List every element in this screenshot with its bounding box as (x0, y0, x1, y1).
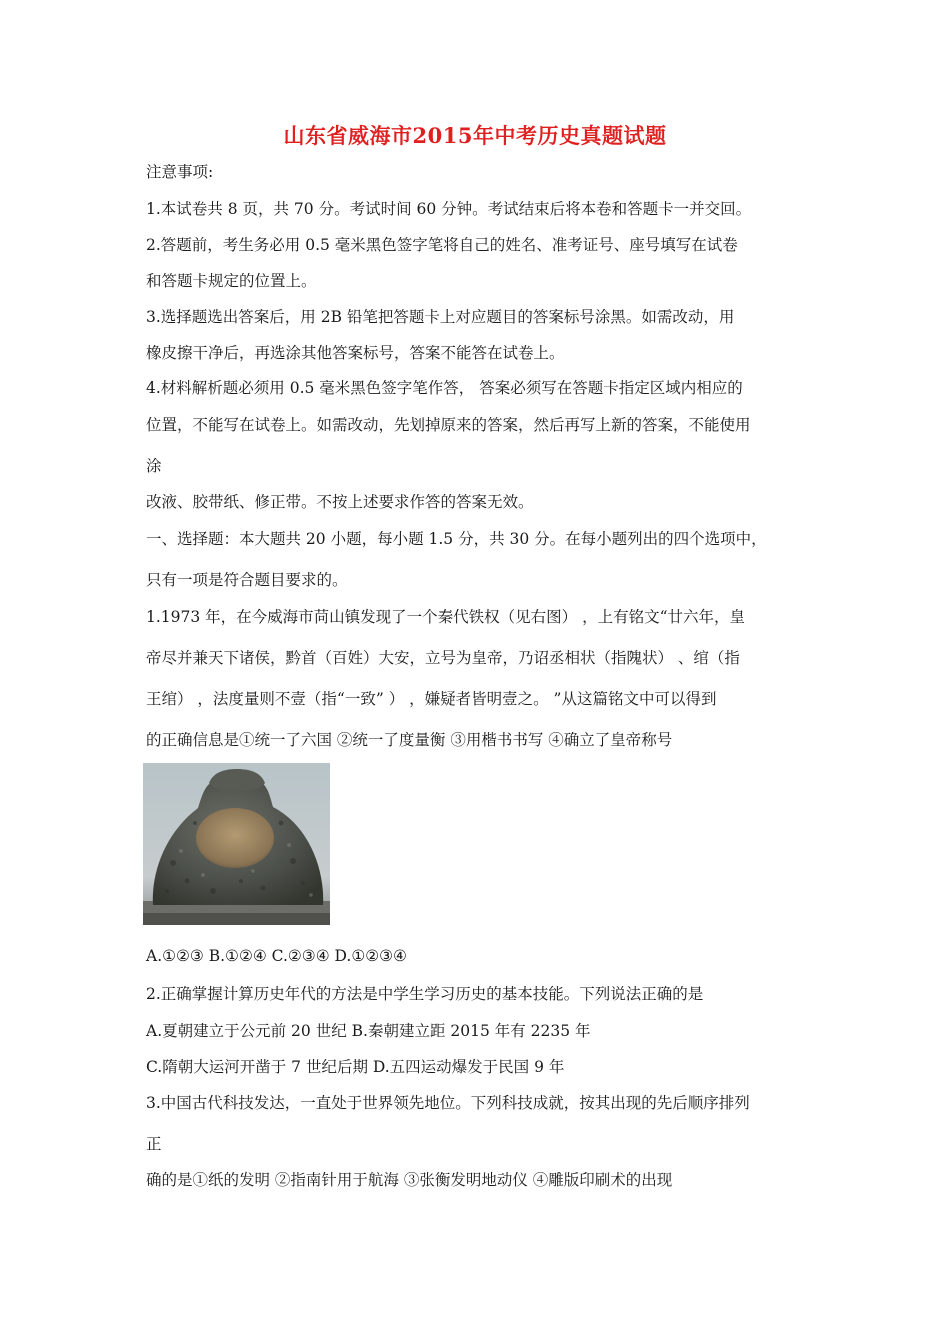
question-3-line-2: 正 (146, 1135, 162, 1153)
question-1-options: A.①②③ B.①②④ C.②③④ D.①②③④ (146, 947, 407, 965)
page-title: 山东省威海市2015年中考历史真题试题 (283, 123, 667, 148)
question-1-line-1: 1.1973 年，在今威海市苘山镇发现了一个秦代铁权（见右图） ，上有铭文“廿六年，皇 (146, 608, 746, 626)
question-3-line-3: 确的是①纸的发明 ②指南针用于航海 ③张衡发明地动仪 ④雕版印刷术的出现 (146, 1171, 673, 1189)
question-1-line-2: 帝尽并兼天下诸侯，黔首（百姓）大安，立号为皇帝，乃诏丞相状（指隗状） 、绾（指 (146, 649, 740, 667)
notes-line-3a: 3.选择题选出答案后，用 2B 铅笔把答题卡上对应题目的答案标号涂黑。如需改动，用 (146, 308, 735, 326)
notes-line-2a: 2.答题前，考生务必用 0.5 毫米黑色签字笔将自己的姓名、准考证号、座号填写在试卷 (146, 236, 738, 254)
notes-line-2b: 和答题卡规定的位置上。 (146, 272, 317, 290)
question-1-line-3: 王绾） ，法度量则不壹（指“一致” ） ，嫌疑者皆明壹之。 ”从这篇铭文中可以得到 (146, 690, 717, 708)
section-line-2: 只有一项是符合题目要求的。 (146, 571, 348, 589)
notes-line-3b: 橡皮擦干净后，再选涂其他答案标号，答案不能答在试卷上。 (146, 344, 565, 362)
qin-iron-weight-photo (143, 763, 330, 925)
question-2-line-3: C.隋朝大运河开凿于 7 世纪后期 D.五四运动爆发于民国 9 年 (146, 1058, 565, 1076)
question-1-line-4: 的正确信息是①统一了六国 ②统一了度量衡 ③用楷书书写 ④确立了皇帝称号 (146, 731, 673, 749)
notes-line-4d: 改液、胶带纸、修正带。不按上述要求作答的答案无效。 (146, 493, 534, 511)
section-line-1: 一、选择题：本大题共 20 小题，每小题 1.5 分，共 30 分。在每小题列出的四个选项中， (146, 530, 767, 548)
notes-heading: 注意事项: (146, 163, 214, 181)
notes-line-4c: 涂 (146, 457, 162, 475)
question-2-line-2: A.夏朝建立于公元前 20 世纪 B.秦朝建立距 2015 年有 2235 年 (146, 1022, 591, 1040)
question-2-line-1: 2.正确掌握计算历史年代的方法是中学生学习历史的基本技能。下列说法正确的是 (146, 985, 704, 1003)
question-3-line-1: 3.中国古代科技发达，一直处于世界领先地位。下列科技成就，按其出现的先后顺序排列 (146, 1094, 750, 1112)
notes-line-4b: 位置，不能写在试卷上。如需改动，先划掉原来的答案，然后再写上新的答案，不能使用 (146, 416, 751, 434)
notes-line-1: 1.本试卷共 8 页，共 70 分。考试时间 60 分钟。考试结束后将本卷和答题卡一并交回。 (146, 200, 752, 218)
notes-line-4a: 4.材料解析题必须用 0.5 毫米黑色签字笔作答， 答案必须写在答题卡指定区域内相应的 (146, 379, 743, 397)
